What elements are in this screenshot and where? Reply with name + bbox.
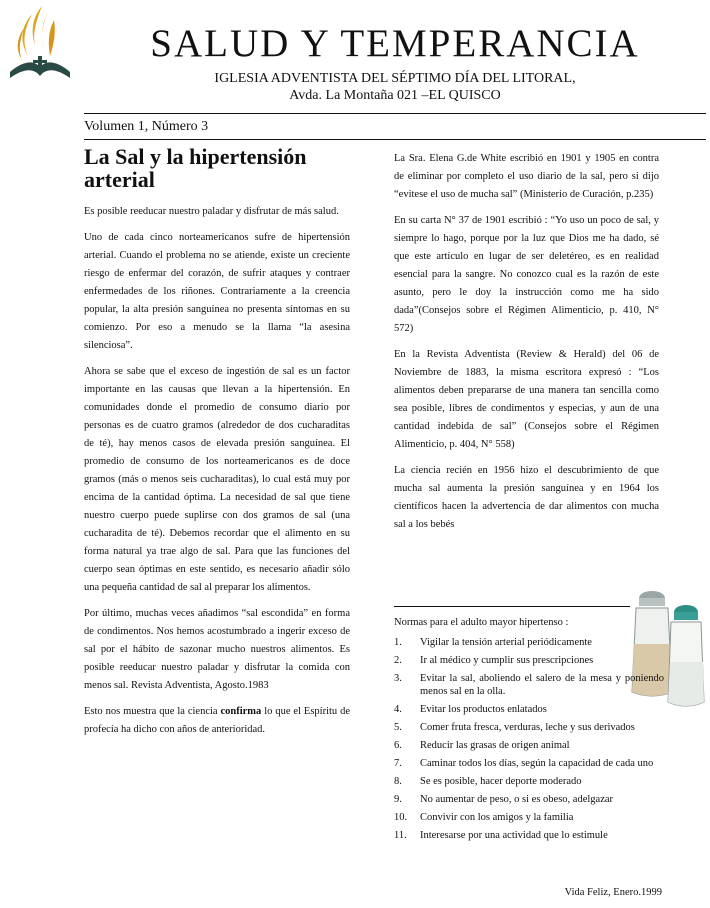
volume-divider: [84, 139, 706, 140]
church-name: IGLESIA ADVENTISTA DEL SÉPTIMO DÍA DEL LITORAL,: [214, 71, 576, 86]
article-paragraph: Es posible reeducar nuestro paladar y disfrutar de más salud.: [84, 206, 339, 217]
list-item: [394, 775, 664, 788]
article-paragraph: Ahora se sabe que el exceso de ingestión de sal es un factor importante en las causas que llevan a la hipertensión. En comunidades donde el promedio de consumo diario por personas es de cuatro gramos (alrededor de dos cucharaditas de té), hay menos casos de elevada presión sanguínea. El promedio de consumo de los norteamericanos es de doce gramos (más o menos seis cucharaditas), lo cual está muy por encima de la cantidad óptima. La necesidad de sal que tiene nuestro cuerpo puede suplirse con dos gramos de sal (una cucharadita de té). Debemos recordar que el alimento en su forma natural ya trae algo de sal. Para que las funciones del cuerpo sean óptimas en este sentido, es necesario añadir sólo una pequeña cantidad de sal al preparar los alimentos.: [84, 366, 350, 593]
item-number: 2.: [394, 655, 402, 666]
item-number: 8.: [394, 776, 402, 787]
article-conclusion: [84, 703, 350, 739]
list-item: [394, 654, 664, 667]
norms-heading: Normas para el adulto mayor hipertenso :: [394, 617, 569, 628]
article-paragraph: En la Revista Adventista (Review & Herald) del 06 de Noviembre de 1883, la misma escritora expresó : “Los alimentos deben prepararse de una manera tan sencilla como sea posible, libres de condimentos y especias, y aun de una cantidad indebida de sal” (Consejos sobre el Régimen Alimenticio, p. 404, N° 558): [394, 349, 659, 450]
newsletter-title: SALUD Y TEMPERANCIA: [150, 22, 640, 65]
church-address: Avda. La Montaña 021 –EL QUISCO: [289, 88, 501, 103]
item-number: 6.: [394, 740, 402, 751]
conclusion-text-end: lo que el Espíritu de profecía ha dicho con años de anterioridad.: [84, 706, 350, 735]
list-item: [394, 739, 664, 752]
item-number: 9.: [394, 794, 402, 805]
item-number: 3.: [394, 673, 402, 684]
list-item: [394, 829, 664, 842]
list-item: [394, 636, 664, 649]
masthead-divider: [84, 113, 706, 114]
item-number: 4.: [394, 704, 402, 715]
norms-divider: [394, 606, 630, 607]
item-text: Ir al médico y cumplir sus prescripciones: [420, 655, 594, 666]
item-text: Convivir con los amigos y la familia: [420, 812, 574, 823]
item-text: Evitar los productos enlatados: [420, 704, 547, 715]
adventist-flame-bible-logo-icon: [2, 2, 78, 86]
item-number: 10.: [394, 812, 408, 823]
item-text: Caminar todos los días, según la capacidad de cada uno: [420, 758, 654, 769]
hypertension-norms: [394, 616, 664, 847]
article-paragraph: Uno de cada cinco norteamericanos sufre de hipertensión arterial. Cuando el problema no se atiende, existe un creciente riesgo de enfermar del corazón, de sufrir ataques y contraer enfermedades de los riñones. Contrariamente a la creencia popular, la alta presión sanguínea no presenta síntomas en su comienzo. Por eso a menudo se la llama “la asesina silenciosa”.: [84, 232, 350, 351]
article-left-column: [84, 145, 350, 747]
masthead: [84, 22, 706, 104]
article-paragraph: La ciencia recién en 1956 hizo el descubrimiento de que mucha sal aumenta la presión sanguínea y en 1964 los científicos hacen la advertencia de dar alimentos con mucha sal a los bebés: [394, 465, 659, 530]
norms-list: [394, 636, 664, 842]
volume-number: Volumen 1, Número 3: [84, 119, 209, 134]
list-item: [394, 757, 664, 770]
list-item: [394, 672, 664, 698]
item-text: Reducir las grasas de origen animal: [420, 740, 570, 751]
conclusion-text-start: Esto nos muestra que la ciencia: [84, 706, 221, 717]
list-item: [394, 811, 664, 824]
list-item: [394, 793, 664, 806]
article-paragraph: La Sra. Elena G.de White escribió en 1901 y 1905 en contra de eliminar por completo el uso diario de la sal, pero si dijo “evitese el uso de mucha sal” (Ministerio de Curación, p.235): [394, 153, 659, 200]
item-number: 1.: [394, 637, 402, 648]
list-item: [394, 721, 664, 734]
item-text: Vigilar la tensión arterial periódicamente: [420, 637, 592, 648]
article-paragraph: Por último, muchas veces añadimos “sal escondida” en forma de condimentos. Nos hemos acostumbrado a ingerir exceso de sal por el hábito de sazonar mucho nuestros alimentos. Es posible reeducar nuestro paladar y disfrutar la comida con menos sal. Revista Adventista, Agosto.1983: [84, 608, 350, 691]
item-text: Comer fruta fresca, verduras, leche y sus derivados: [420, 722, 635, 733]
item-number: 7.: [394, 758, 402, 769]
item-text: Evitar la sal, aboliendo el salero de la mesa y poniendo menos sal en la olla.: [420, 673, 664, 697]
article-title: La Sal y la hipertensión arterial: [84, 144, 307, 192]
item-number: 11.: [394, 830, 407, 841]
item-text: No aumentar de peso, o si es obeso, adelgazar: [420, 794, 614, 805]
item-text: Se es posible, hacer deporte moderado: [420, 776, 582, 787]
item-text: Interesarse por una actividad que lo estimule: [420, 830, 608, 841]
source-citation: Vida Feliz, Enero.1999: [564, 887, 662, 898]
article-right-column: [394, 150, 659, 542]
article-paragraph: En su carta N° 37 de 1901 escribió : “Yo uso un poco de sal, y siempre lo hago, porque por la luz que Dios me ha dado, sé que este artículo en lugar de ser deletéreo, es en realidad esencial para la sangre. No conozco cual es la razón de este asunto, pero le doy la instrucción como me ha sido dada”(Consejos sobre el Régimen Alimenticio, p. 410, N° 572): [394, 215, 659, 334]
conclusion-bold-word: confirma: [220, 706, 262, 717]
list-item: [394, 703, 664, 716]
item-number: 5.: [394, 722, 402, 733]
